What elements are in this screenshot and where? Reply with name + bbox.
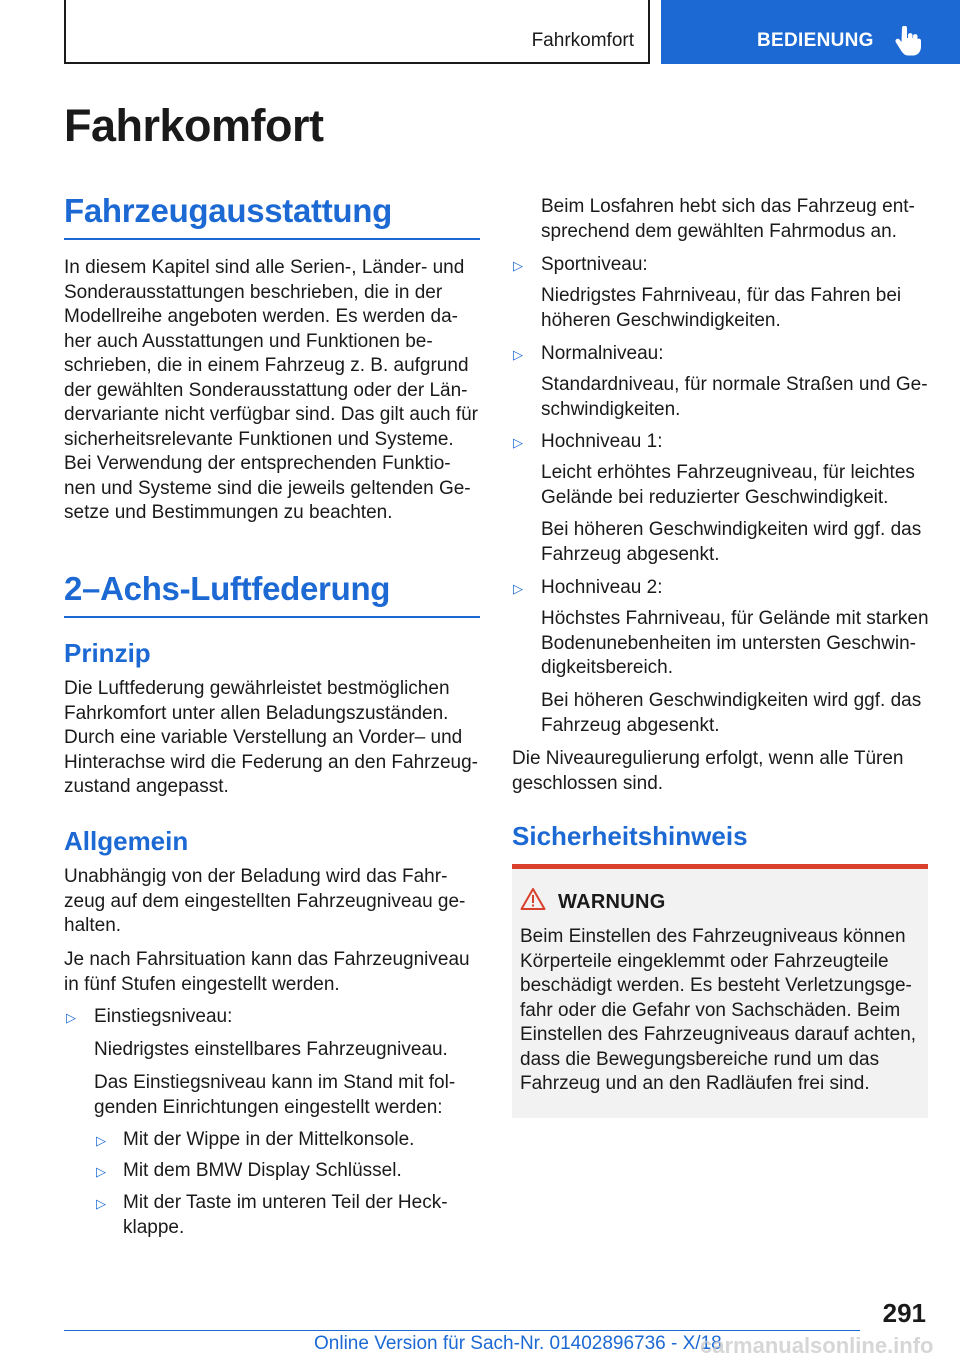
- bullet-triangle-icon: ▷: [96, 1164, 106, 1179]
- header-chapter: Fahrkomfort: [531, 30, 634, 51]
- text-line: Fahrzeug abgesenkt.: [541, 714, 720, 736]
- text-line: schwindigkeiten.: [541, 398, 681, 420]
- sub-bullet-wippe: Mit der Wippe in der Mittelkonsole.: [123, 1129, 415, 1150]
- bullet-hochniveau-2: Hochniveau 2:: [541, 577, 663, 598]
- text-line: Je nach Fahrsituation kann das Fahrzeugniveau: [64, 949, 470, 970]
- text-line: Sonderausstattungen beschrieben, die in der: [64, 281, 443, 303]
- hoch1-note: [541, 518, 931, 567]
- text-line: zeug auf dem eingestellten Fahrzeugniveau ge‐: [64, 890, 466, 912]
- bullet-triangle-icon: ▷: [96, 1196, 106, 1211]
- footer-divider: [64, 1330, 860, 1331]
- text-line: Das Einstiegsniveau kann im Stand mit fol‐: [94, 1072, 456, 1093]
- header-section-label: BEDIENUNG: [757, 30, 874, 51]
- text-line: nen und Systeme sind die jeweils geltenden Ge‐: [64, 477, 471, 499]
- text-line: Beim Losfahren hebt sich das Fahrzeug ent‐: [541, 196, 915, 217]
- text-line: schrieben, die in einem Fahrzeug z. B. aufgrund: [64, 355, 469, 376]
- sport-description: [541, 284, 931, 333]
- text-line: Bei Verwendung der entsprechenden Funktio‐: [64, 453, 451, 474]
- page-number: 291: [882, 1298, 926, 1328]
- heading-prinzip: Prinzip: [64, 638, 151, 668]
- allgemein-paragraph-1: [64, 865, 480, 939]
- text-line: Standardniveau, für normale Straßen und Ge‐: [541, 374, 928, 395]
- text-line: dervariante nicht verfügbar sind. Das gilt auch für: [64, 404, 478, 425]
- heading-fahrzeugausstattung: Fahrzeugausstattung: [64, 192, 480, 240]
- hoch2-note: [541, 689, 931, 738]
- text-line: sprechend dem gewählten Fahrmodus an.: [541, 220, 897, 242]
- text-line: Gelände bei reduzierter Geschwindigkeit.: [541, 486, 889, 508]
- warning-text: [520, 925, 920, 1097]
- text-line: Bodenunebenheiten im untersten Geschwin‐: [541, 632, 916, 654]
- text-line: halten.: [64, 915, 122, 936]
- text-line: setze und Bestimmungen zu beachten.: [64, 502, 393, 523]
- bullet-triangle-icon: ▷: [513, 581, 523, 596]
- text-line: her auch Ausstattungen und Funktionen be‐: [64, 330, 433, 352]
- text-line: Leicht erhöhtes Fahrzeugniveau, für leichtes: [541, 462, 915, 483]
- normal-description: [541, 373, 931, 422]
- text-line: Die Luftfederung gewährleistet bestmöglichen: [64, 678, 450, 699]
- bullet-triangle-icon: ▷: [66, 1010, 76, 1025]
- text-line: der gewählten Sonderausstattung oder der Län‐: [64, 379, 468, 401]
- bullet-hochniveau-1: Hochniveau 1:: [541, 431, 663, 452]
- warning-triangle-icon: [520, 887, 546, 911]
- text-line: Unabhängig von der Beladung wird das Fahr‐: [64, 866, 448, 887]
- text-line: Mit der Taste im unteren Teil der Heck‐: [123, 1192, 448, 1213]
- bullet-triangle-icon: ▷: [513, 435, 523, 450]
- text-line: Durch eine variable Verstellung an Vorder– und: [64, 727, 463, 748]
- text-line: in fünf Stufen eingestellt werden.: [64, 973, 340, 995]
- text-line: In diesem Kapitel sind alle Serien-, Länder- und: [64, 257, 465, 278]
- text-line: beschädigt werden. Es besteht Verletzungsge‐: [520, 975, 912, 996]
- text-line: geschlossen sind.: [512, 772, 664, 794]
- text-line: genden Einrichtungen eingestellt werden:: [94, 1096, 443, 1118]
- prinzip-paragraph: [64, 677, 480, 800]
- text-line: Die Niveauregulierung erfolgt, wenn alle Türen: [512, 748, 904, 769]
- footer-version: Online Version für Sach-Nr. 01402896736 - X/18: [314, 1333, 722, 1354]
- text-line: Fahrzeug und an den Radläufen frei sind.: [520, 1073, 870, 1094]
- heading-allgemein: Allgemein: [64, 826, 189, 856]
- bullet-normalniveau: Normalniveau:: [541, 343, 664, 364]
- warning-title: WARNUNG: [558, 891, 666, 913]
- warning-box: [512, 869, 928, 1118]
- text-line: Modellreihe angeboten werden. Es werden da‐: [64, 306, 458, 327]
- hoch1-description: [541, 461, 931, 510]
- text-line: zustand angepasst.: [64, 776, 229, 797]
- text-line: Einstellen des Fahrzeugniveaus darauf achten,: [520, 1024, 917, 1045]
- text-line: fahr oder die Gefahr von Sachschäden. Beim: [520, 999, 901, 1021]
- sub-bullet-display-key: Mit dem BMW Display Schlüssel.: [123, 1160, 402, 1181]
- bullet-triangle-icon: ▷: [513, 258, 523, 273]
- sub-bullet-heckklappe: [123, 1191, 480, 1240]
- text-line: Fahrzeug abgesenkt.: [541, 543, 720, 565]
- bullet-triangle-icon: ▷: [513, 347, 523, 362]
- heading-luftfederung: 2–Achs-Luftfederung: [64, 570, 480, 618]
- hand-pointer-icon: [895, 26, 921, 56]
- text-line: höheren Geschwindigkeiten.: [541, 309, 781, 331]
- hoch2-description: [541, 607, 933, 681]
- header-section-tab[interactable]: [661, 0, 960, 64]
- text-line: sicherheitsrelevante Funktionen und Systeme.: [64, 428, 454, 450]
- text-line: digkeitsbereich.: [541, 657, 674, 678]
- bullet-einstiegsniveau: Einstiegsniveau:: [94, 1006, 233, 1027]
- niveauregulierung-note: [512, 747, 932, 796]
- einstieg-description: Niedrigstes einstellbares Fahrzeugniveau.: [94, 1039, 448, 1060]
- bullet-sportniveau: Sportniveau:: [541, 254, 648, 275]
- bullet-triangle-icon: ▷: [96, 1133, 106, 1148]
- watermark: carmanualsonline.info: [700, 1333, 934, 1358]
- text-line: klappe.: [123, 1216, 185, 1238]
- text-line: Höchstes Fahrniveau, für Gelände mit starken: [541, 608, 929, 629]
- page-title: Fahrkomfort: [64, 100, 324, 151]
- text-line: Hinterachse wird die Federung an den Fahrzeug‐: [64, 751, 479, 773]
- losfahren-note: [541, 195, 931, 244]
- text-line: Bei höheren Geschwindigkeiten wird ggf. das: [541, 519, 922, 540]
- text-line: Niedrigstes Fahrniveau, für das Fahren bei: [541, 285, 902, 306]
- heading-sicherheitshinweis: Sicherheitshinweis: [512, 821, 748, 851]
- text-line: Beim Einstellen des Fahrzeugniveaus können: [520, 926, 906, 947]
- header-chapter-box: [64, 0, 650, 64]
- intro-paragraph: [64, 256, 480, 526]
- einstieg-note: [94, 1071, 480, 1120]
- text-line: Fahrkomfort unter allen Beladungszuständen.: [64, 702, 449, 724]
- text-line: Bei höheren Geschwindigkeiten wird ggf. das: [541, 690, 922, 711]
- text-line: Körperteile eingeklemmt oder Fahrzeugteile: [520, 950, 889, 972]
- allgemein-paragraph-2: [64, 948, 480, 997]
- text-line: dass die Bewegungsbereiche rund um das: [520, 1048, 880, 1070]
